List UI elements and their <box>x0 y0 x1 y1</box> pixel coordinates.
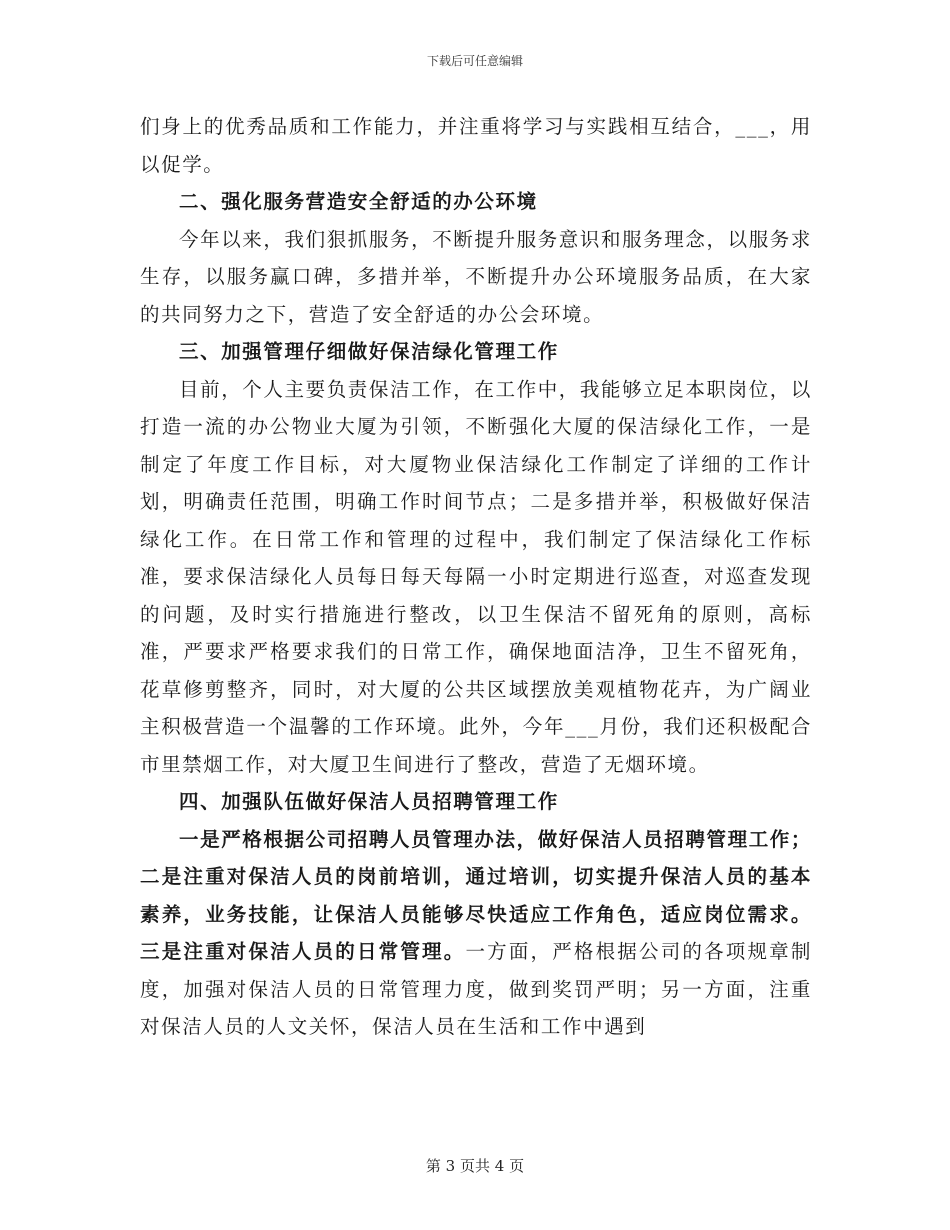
paragraph-continuation: 们身上的优秀品质和工作能力，并注重将学习与实践相互结合，___，用以促学。 <box>140 115 812 176</box>
page-number: 第 3 页共 4 页 <box>425 1157 525 1175</box>
section-heading-2: 二、强化服务营造安全舒适的办公环境 <box>179 190 538 213</box>
paragraph-recruitment-rest: 一方面，严格根据公司的各项规章制度，加强对保洁人员的日常管理力度，做到奖罚严明；另一方面，注重对保洁人员的人文关怀，保洁人员在生活和工作中遇到 <box>140 940 812 1038</box>
paragraph-recruitment <box>140 821 812 1046</box>
section-heading-3: 三、加强管理仔细做好保洁绿化管理工作 <box>179 340 559 363</box>
paragraph-service: 今年以来，我们狠抓服务，不断提升服务意识和服务理念，以服务求生存，以服务赢口碑，多措并举，不断提升办公环境服务品质，在大家的共同努力之下，营造了安全舒适的办公会环境。 <box>140 227 813 326</box>
document-body <box>140 108 812 1046</box>
paragraph-recruitment-bold: 一是严格根据公司招聘人员管理办法，做好保洁人员招聘管理工作；二是注重对保洁人员的岗前培训，通过培训，切实提升保洁人员的基本素养，业务技能，让保洁人员能够尽快适应工作角色，适应岗位需求。三是注重对保洁人员的日常管理。 <box>140 827 813 963</box>
page-header: 下载后可任意编辑 <box>426 54 523 68</box>
section-heading-4: 四、加强队伍做好保洁人员招聘管理工作 <box>179 790 559 813</box>
paragraph-cleaning: 目前，个人主要负责保洁工作，在工作中，我能够立足本职岗位，以打造一流的办公物业大厦为引领，不断强化大厦的保洁绿化工作，一是制定了年度工作目标，对大厦物业保洁绿化工作制定了详细的工作计划，明确责任范围，明确工作时间节点；二是多措并举，积极做好保洁绿化工作。在日常工作和管理的过程中，我们制定了保洁绿化工作标准，要求保洁绿化人员每日每天每隔一小时定期进行巡查，对巡查发现的问题，及时实行措施进行整改，以卫生保洁不留死角的原则，高标准，严要求严格要求我们的日常工作，确保地面洁净，卫生不留死角，花草修剪整齐，同时，对大厦的公共区域摆放美观植物花卉，为广阔业主积极营造一个温馨的工作环境。此外，今年___月份，我们还积极配合市里禁烟工作，对大厦卫生间进行了整改，营造了无烟环境。 <box>140 377 813 776</box>
